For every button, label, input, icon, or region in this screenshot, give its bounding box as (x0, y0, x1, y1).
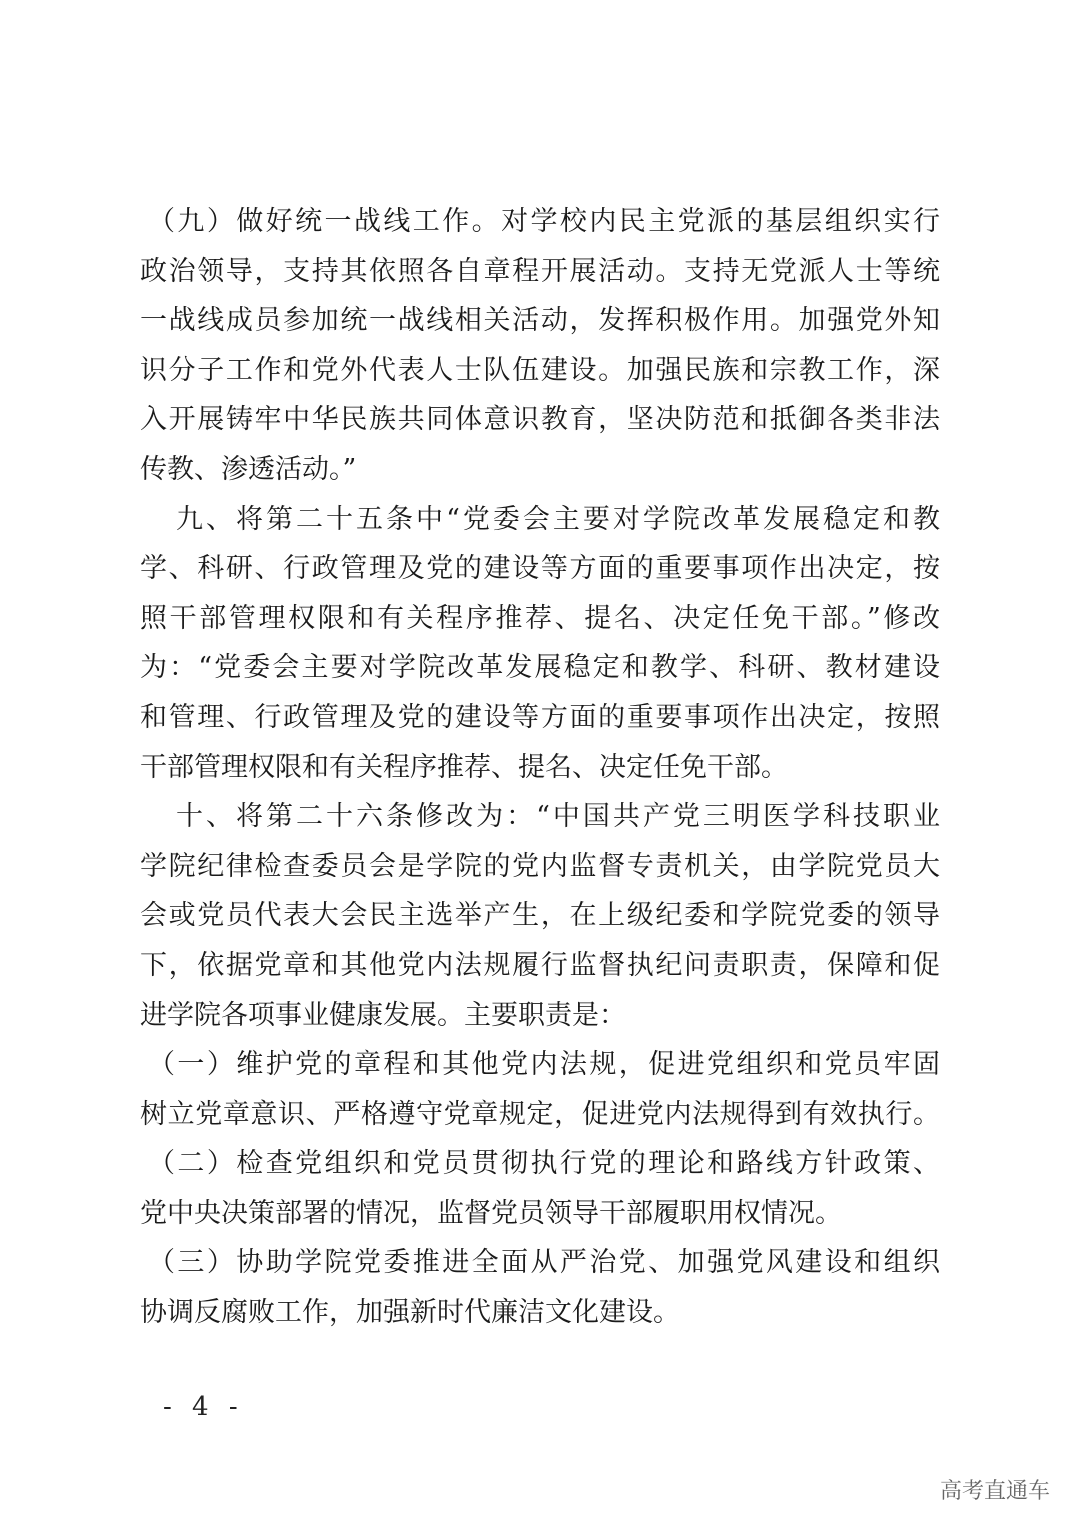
text-line: 下，依据党章和其他党内法规履行监督执纪问责职责，保障和促 (140, 949, 940, 981)
paragraph (140, 202, 940, 500)
text-line: 学院纪律检查委员会是学院的党内监督专责机关，由学院党员大 (140, 850, 940, 882)
text-line: 树立党章意识、严格遵守党章规定，促进党内法规得到有效执行。 (140, 1098, 940, 1130)
text-line: 照干部管理权限和有关程序推荐、提名、决定任免干部。”修改 (140, 602, 940, 634)
text-line: 一战线成员参加统一战线相关活动，发挥积极作用。加强党外知 (140, 305, 940, 337)
page-number: - 4 - (163, 1392, 244, 1422)
paragraph (140, 500, 940, 798)
paragraph (140, 1144, 940, 1243)
text-line: 干部管理权限和有关程序推荐、提名、决定任免干部。 (140, 751, 788, 783)
text-line: 进学院各项事业健康发展。主要职责是： (140, 999, 626, 1031)
paragraph (140, 797, 940, 1045)
paragraph (140, 1243, 940, 1342)
watermark: 高考直通车 (940, 1479, 1051, 1504)
text-line: 党中央决策部署的情况，监督党员领导干部履职用权情况。 (140, 1197, 842, 1229)
text-line: 识分子工作和党外代表人士队伍建设。加强民族和宗教工作，深 (140, 354, 940, 386)
text-line: 传教、渗透活动。” (140, 453, 357, 485)
text-line: 学、科研、行政管理及党的建设等方面的重要事项作出决定，按 (140, 553, 940, 585)
document-body (140, 202, 940, 1343)
text-line: （三）协助学院党委推进全面从严治党、加强党风建设和组织 (148, 1247, 940, 1279)
text-line: （二）检查党组织和党员贯彻执行党的理论和路线方针政策、 (148, 1148, 940, 1180)
text-line: 入开展铸牢中华民族共同体意识教育，坚决防范和抵御各类非法 (140, 404, 940, 436)
paragraph (140, 1045, 940, 1144)
text-line: 十、将第二十六条修改为：“中国共产党三明医学科技职业 (176, 801, 940, 833)
text-line: 协调反腐败工作，加强新时代廉洁文化建设。 (140, 1297, 680, 1329)
text-line: 政治领导，支持其依照各自章程开展活动。支持无党派人士等统 (140, 255, 940, 287)
text-line: 和管理、行政管理及党的建设等方面的重要事项作出决定，按照 (140, 701, 940, 733)
text-line: 会或党员代表大会民主选举产生，在上级纪委和学院党委的领导 (140, 900, 940, 932)
text-line: 九、将第二十五条中“党委会主要对学院改革发展稳定和教 (176, 503, 940, 535)
text-line: 为：“党委会主要对学院改革发展稳定和教学、科研、教材建设 (140, 652, 940, 684)
text-line: （一）维护党的章程和其他党内法规，促进党组织和党员牢固 (148, 1049, 940, 1081)
text-line: （九）做好统一战线工作。对学校内民主党派的基层组织实行 (148, 206, 940, 237)
